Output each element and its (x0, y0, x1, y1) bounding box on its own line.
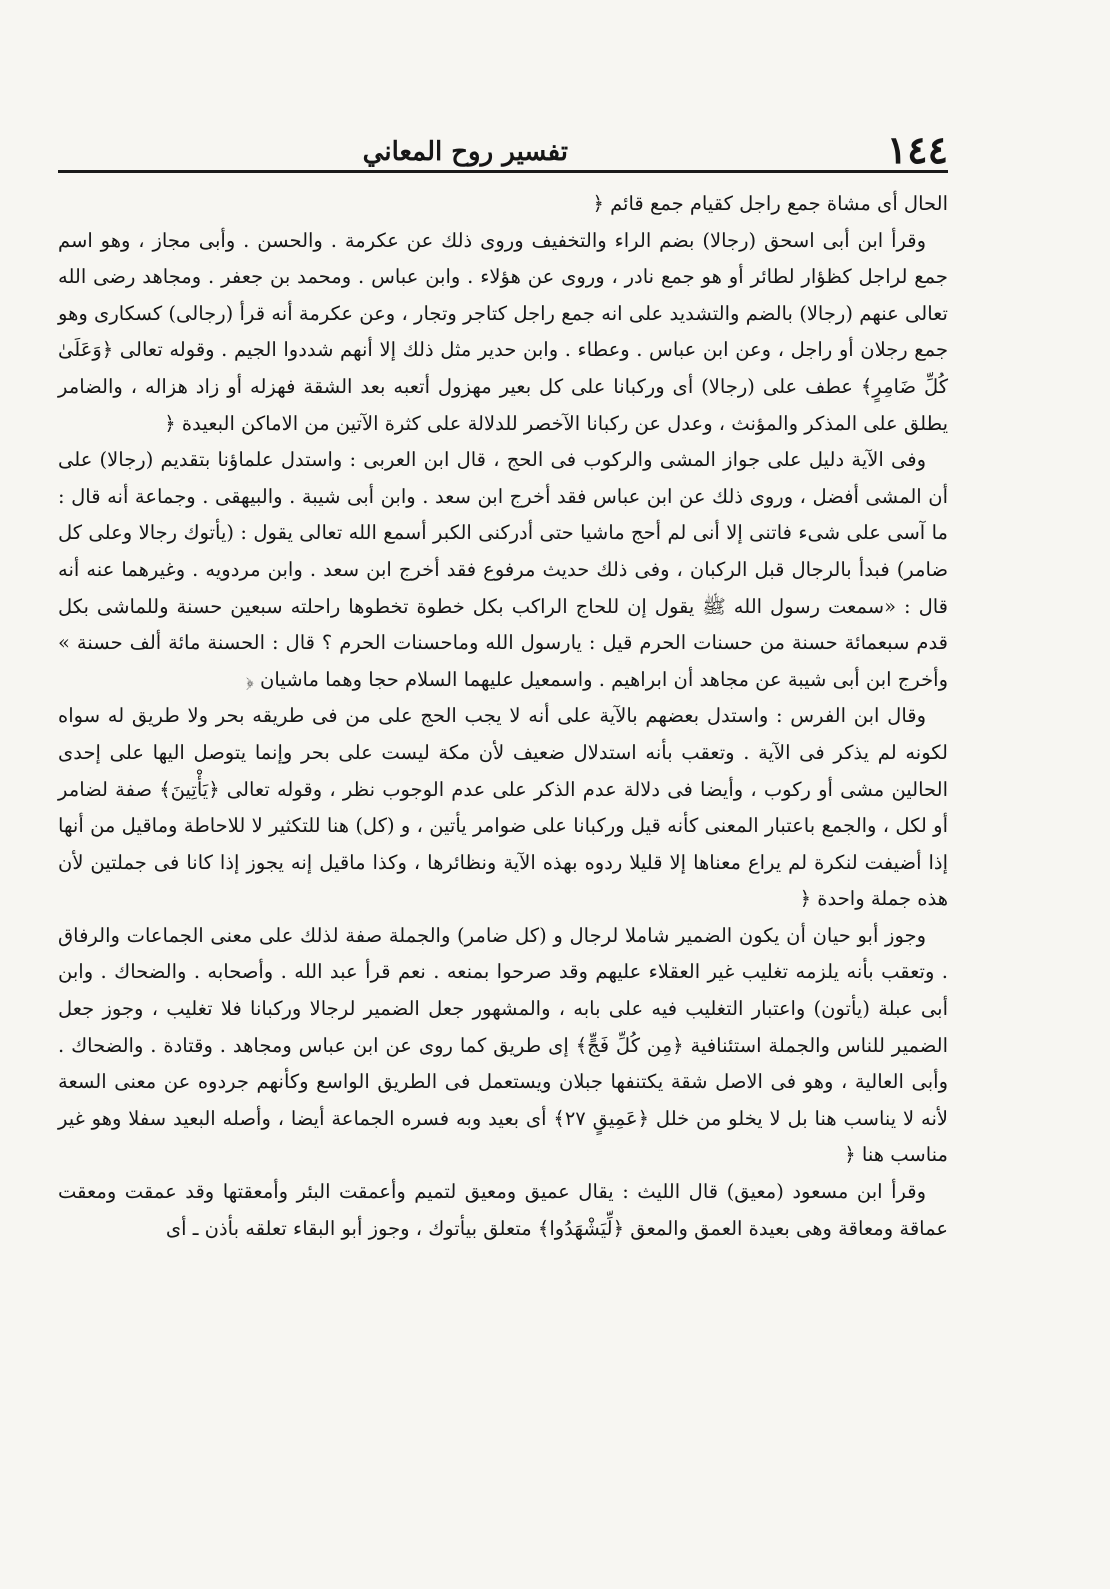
paragraph: وقرأ ابن مسعود (معيق) قال الليث : يقال عميق ومعيق لتميم وأعمقت البئر وأمعقتها وقد عمقت ومعقت عماقة ومعاقة وهى بعيدة العمق والمعق ﴿لِّيَشْهَدُوا﴾ متعلق بيأتوك ، وجوز أبو البقاء تعلقه بأذن ـ أى (58, 1180, 948, 1240)
header-rule (58, 170, 948, 173)
body-text (58, 186, 948, 1247)
paragraph: وقال ابن الفرس : واستدل بعضهم بالآية على أنه لا يجب الحج على من فى طريقه بحر ولا طريق له سواه لكونه لم يذكر فى الآية . وتعقب بأنه استدلال ضعيف لأن مكة ليست على بحر وإنما يتوصل اليها على إحدى الحالين مشى أو ركوب ، وأيضا فى دلالة عدم الذكر على عدم الوجوب نظر ، وقوله تعالى ﴿يَأْتِينَ﴾ صفة لضامر أو لكل ، والجمع باعتبار المعنى كأنه قيل وركبانا على ضوامر يأتين ، و (كل) هنا للتكثير لا للاحاطة وماقيل من أنها إذا أضيفت لنكرة لم يراع معناها إلا قليلا ردوه بهذه الآية ونظائرها ، وكذا ماقيل إنه يجوز إذا كانا فى جملتين لأن هذه جملة واحدة ﴿ (58, 704, 948, 911)
paragraph: وجوز أبو حيان أن يكون الضمير شاملا لرجال و (كل ضامر) والجملة صفة لذلك على معنى الجماعات والرفاق . وتعقب بأنه يلزمه تغليب غير العقلاء عليهم وقد صرحوا بمنعه . نعم قرأ عبد الله . وأصحابه . والضحاك . وابن أبى عبلة (يأتون) واعتبار التغليب فيه على بابه ، والمشهور جعل الضمير لرجالا وركبانا فلا تغليب ، وجوز جعل الضمير للناس والجملة استئنافية ﴿مِن كُلِّ فَجٍّ﴾ إى طريق كما روى عن ابن عباس ومجاهد . وقتادة . والضحاك . وأبى العالية ، وهو فى الاصل شقة يكتنفها جبلان ويستعمل فى الطريق الواسع وكأنهم جردوه عن معنى السعة لأنه لا يناسب هنا بل لا يخلو من خلل ﴿عَمِيقٍ ٢٧﴾ أى بعيد وبه فسره الجماعة أيضا ، وأصله البعيد سفلا وهو غير مناسب هنا ﴿ (58, 923, 948, 1167)
running-title: تفسير روح المعاني (362, 137, 568, 167)
paragraph: الحال أى مشاة جمع راجل كقيام جمع قائم ﴿ (592, 192, 948, 215)
paragraph: وقرأ ابن أبى اسحق (رجالا) بضم الراء والتخفيف وروى ذلك عن عكرمة . والحسن . وأبى مجاز ، وهو اسم جمع لراجل كظؤار لطائر أو هو جمع نادر ، وروى عن هؤلاء . وابن عباس . ومحمد بن جعفر . ومجاهد رضى الله تعالى عنهم (رجالا) بالضم والتشديد على انه جمع راجل كتاجر وتجار ، وعن عكرمة أنه قرأ (رجالى) كسكارى وهو جمع رجلان أو راجل ، وعن ابن عباس . وعطاء . وابن حدير مثل ذلك إلا أنهم شددوا الجيم . وقوله تعالى ﴿وَعَلَىٰ كُلِّ ضَامِرٍ﴾ عطف على (رجالا) أى وركبانا على كل بعير مهزول أتعبه بعد الشقة فهزله أو زاد هزاله ، والضامر يطلق على المذكر والمؤنث ، وعدل عن ركبانا الآخصر للدلالة على كثرة الآتين من الاماكن البعيدة ﴿ (58, 228, 948, 435)
paragraph: وفى الآية دليل على جواز المشى والركوب فى الحج ، قال ابن العربى : واستدل علماؤنا بتقديم (رجالا) على أن المشى أفضل ، وروى ذلك عن ابن عباس فقد أخرج ابن سعد . وابن أبى شيبة . والبيهقى . وجماعة أنه قال : ما آسى على شىء فاتنى إلا أنى لم أحج ماشيا حتى أدركنى الكبر أسمع الله تعالى يقول : (يأتوك رجالا وعلى كل ضامر) فبدأ بالرجال قبل الركبان ، وفى ذلك حديث مرفوع فقد أخرج ابن سعد . وابن مردويه . وغيرهما عنه أنه قال : «سمعت رسول الله ﷺ يقول إن للحاج الراكب بكل خطوة تخطوها راحلته سبعين حسنة وللماشى بكل قدم سبعمائة حسنة من حسنات الحرم قيل : يارسول الله وماحسنات الحرم ؟ قال : الحسنة مائة ألف حسنة » وأخرج ابن أبى شيبة عن مجاهد أن ابراهيم . واسمعيل عليهما السلام حجا وهما ماشيان ﴿ (58, 448, 948, 691)
page-number: ١٤٤ (886, 127, 948, 172)
